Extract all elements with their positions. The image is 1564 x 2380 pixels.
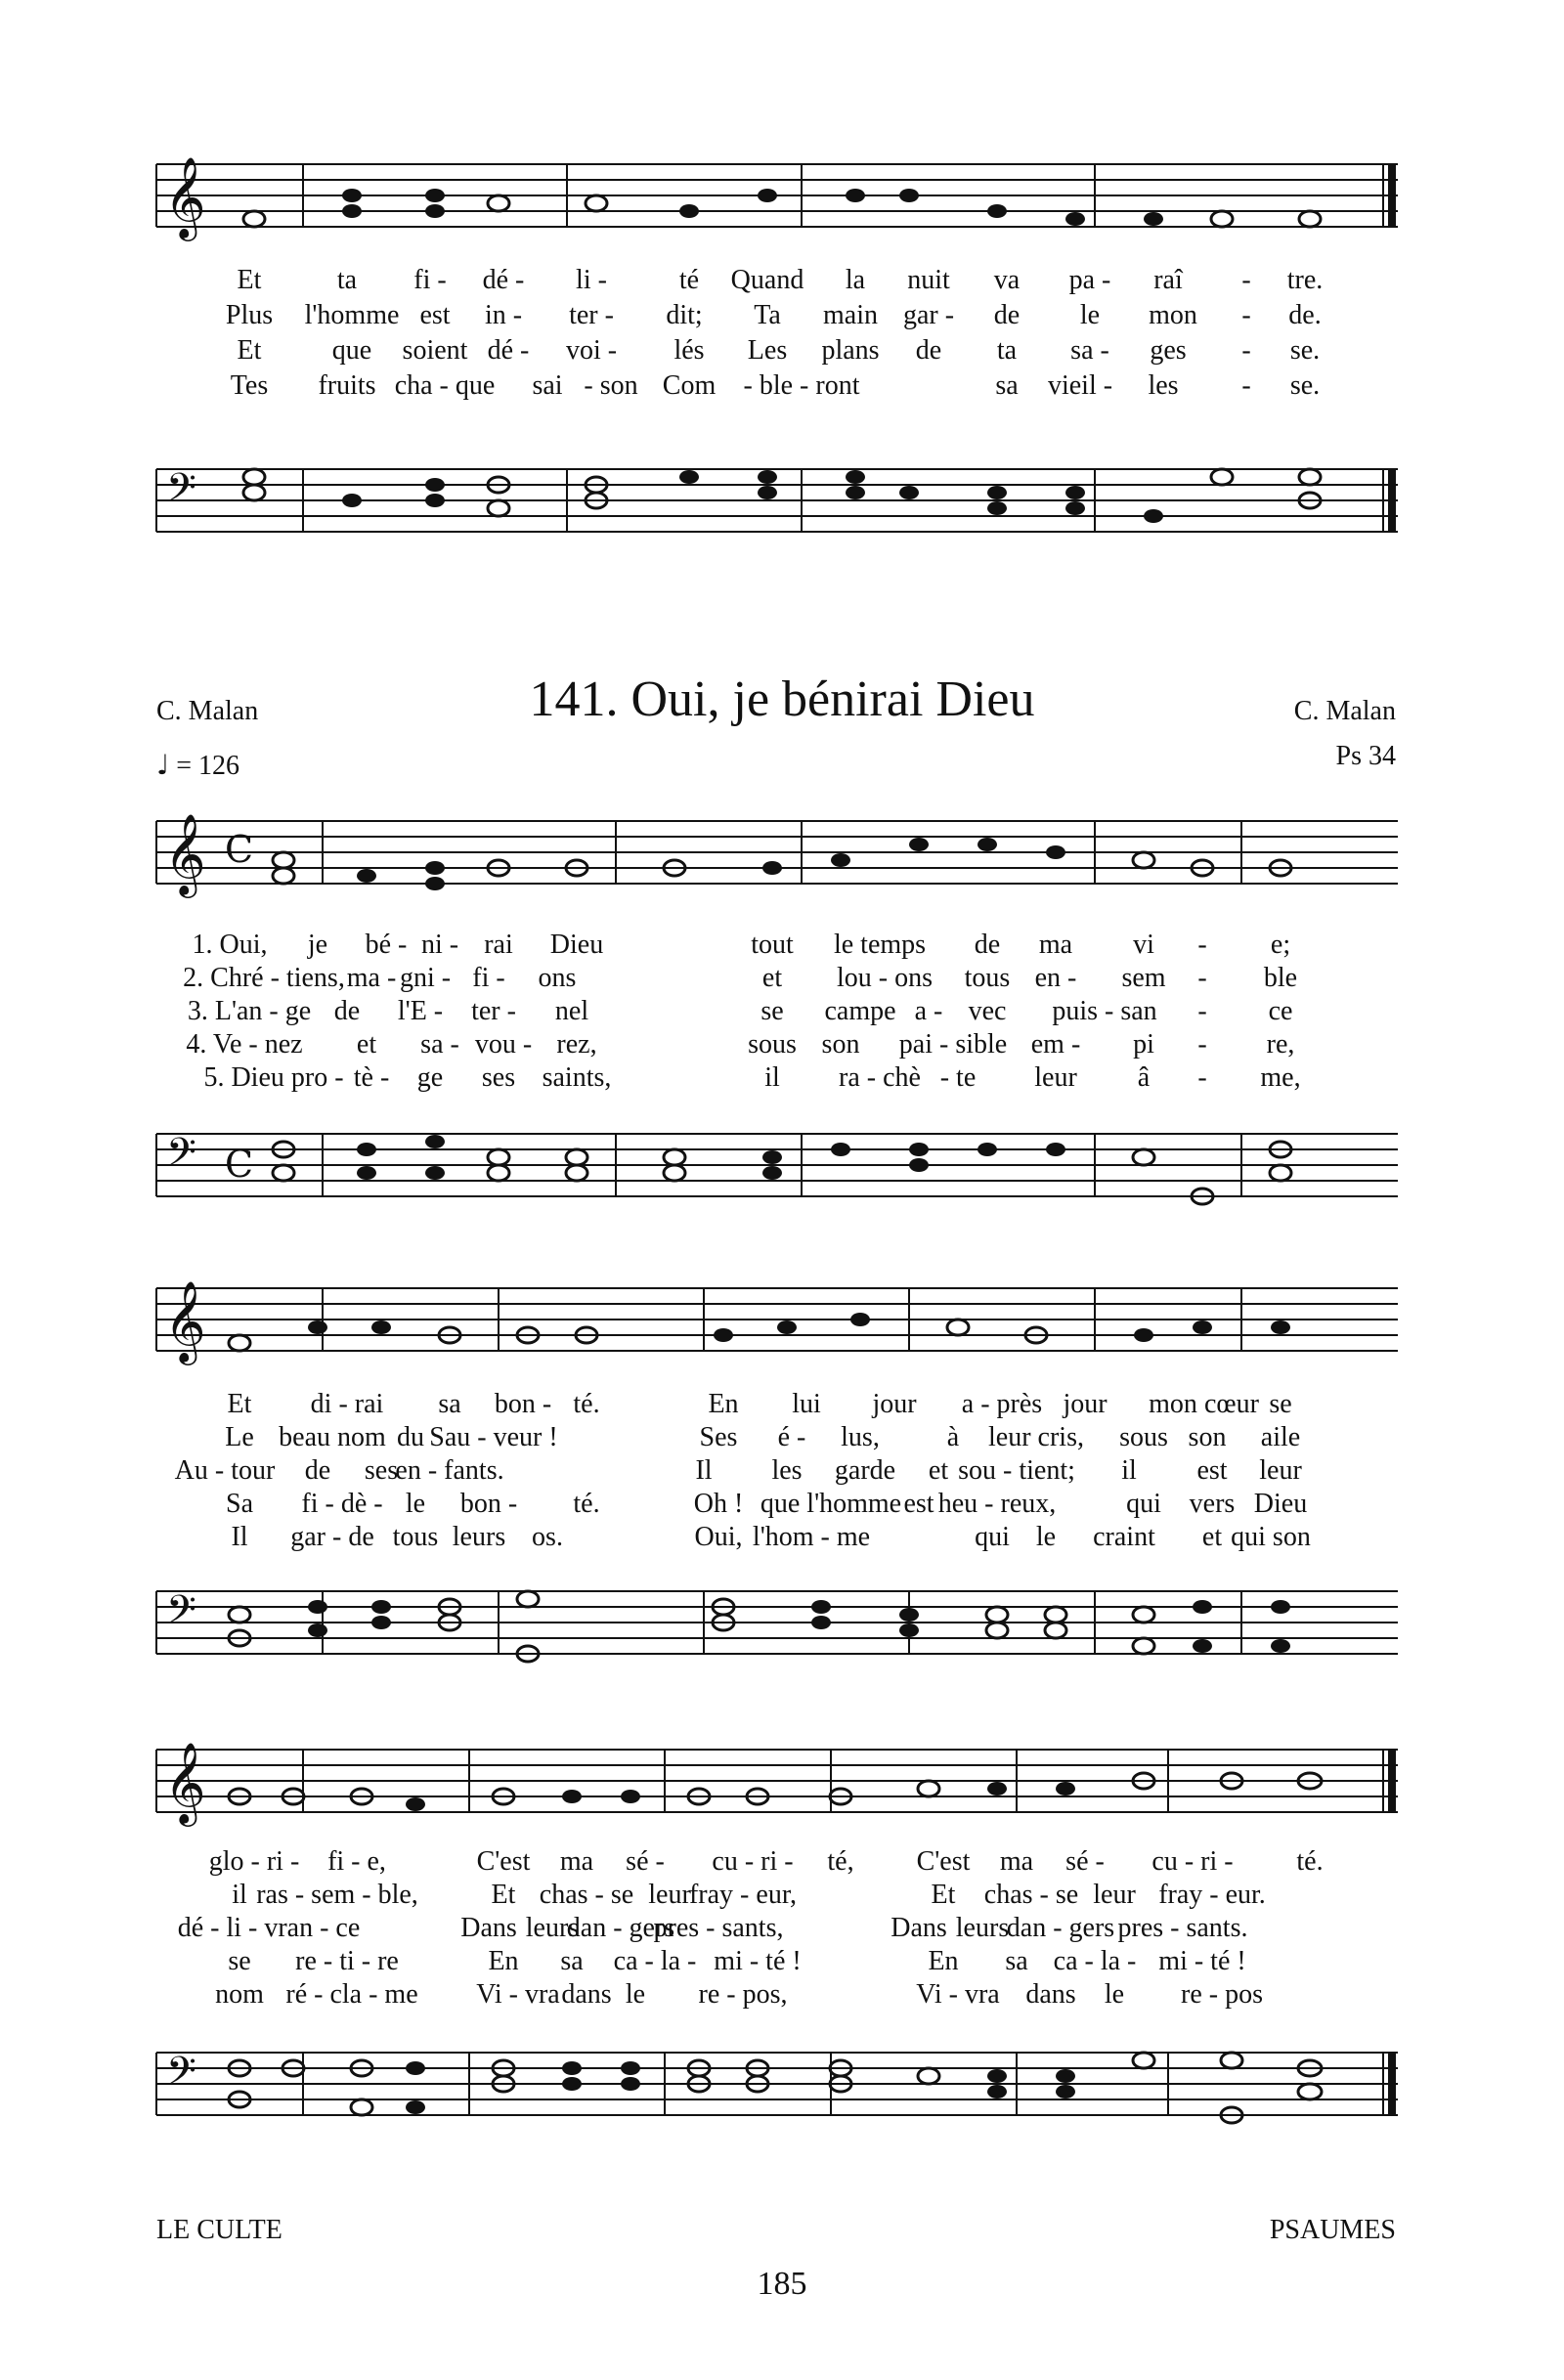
syllable: Oui, [694,1522,743,1552]
syllable: mon [1149,300,1197,330]
syllable: ma [1038,930,1073,960]
syllable: il [232,1880,247,1910]
syllable: de [915,335,942,366]
bass-staff-svg [156,465,1398,547]
syllable: 1. Oui, [192,930,268,960]
treble-staff [156,155,1398,242]
syllable: ses [364,1455,399,1486]
syllable: sé - [626,1846,665,1877]
hymn-number: 141. [529,671,619,727]
syllable: in - [484,300,523,330]
syllable: vi [1133,930,1154,960]
syllable: li - [576,265,607,295]
syllable: sou - tient; [958,1455,1075,1486]
lyric-verse-line [156,1521,1398,1554]
notes-group [229,2053,1322,2123]
syllable: est [1196,1455,1228,1486]
syllable: - [1241,370,1251,401]
syllable: la [845,265,866,295]
syllable: re - pos [1181,1979,1263,2010]
syllable: je [307,930,328,960]
syllable: le temps [833,930,927,960]
syllable: garde [834,1455,896,1486]
syllable: ses [481,1062,516,1093]
bass-staff [156,1587,1398,1669]
syllable: est [419,300,451,330]
syllable: fi - [472,963,505,993]
tempo-value: = 126 [176,751,240,781]
syllable: gar - de [290,1522,374,1552]
syllable: leurs [955,1913,1010,1943]
syllable: té, [827,1846,854,1877]
syllable: - [1197,1062,1207,1093]
syllable: - son [584,370,638,401]
syllable: cœur [1204,1389,1259,1419]
syllable: sous [748,1029,797,1060]
syllable: se [760,996,784,1026]
lyric-verse-line [156,929,1398,962]
syllable: Et [227,1389,252,1419]
syllable: gar - [902,300,955,330]
syllable: de. [1288,300,1322,330]
syllable: Plus [225,300,274,330]
syllable: dé - [482,265,525,295]
treble-staff-svg [156,1741,1398,1828]
syllable: - ble - ront [743,370,860,401]
syllable: vou - [474,1029,533,1060]
syllable: â [1137,1062,1151,1093]
syllable: en - [1034,963,1077,993]
syllable: que l'homme [760,1489,902,1519]
syllable: me, [1260,1062,1301,1093]
syllable: ta [996,335,1018,366]
treble-staff-svg [156,1279,1398,1366]
lyric-verse-line [156,1388,1398,1421]
syllable: ges [1150,335,1187,366]
syllable: plans [821,335,880,366]
syllable: de [974,930,1001,960]
lyric-verse-line [156,1945,1398,1978]
syllable: Com [662,370,717,401]
syllable: tous [392,1522,439,1552]
syllable: et [356,1029,377,1060]
lyric-verse-line [156,369,1398,403]
lyric-verse-line [156,962,1398,995]
syllable: le [1079,300,1101,330]
syllable: re, [1266,1029,1295,1060]
syllable: jour [1063,1389,1108,1419]
syllable: bon - [494,1389,552,1419]
syllable: té. [573,1389,600,1419]
syllable: nel [554,996,589,1026]
lyric-verse-line [156,1028,1398,1061]
syllable: Quand [730,265,804,295]
syllable: l'E - [397,996,444,1026]
syllable: e; [1270,930,1291,960]
syllable: En [488,1946,519,1976]
syllable: beau nom [279,1422,386,1452]
syllable: sa [438,1389,461,1419]
syllable: Ses [699,1422,738,1452]
syllable: Dieu [1253,1489,1308,1519]
syllable: sa [1005,1946,1028,1976]
syllable: leurs [525,1913,580,1943]
syllable: Et [237,335,262,366]
common-time-icon: C [225,1143,254,1186]
syllable: leur [1093,1880,1136,1910]
lyric-verse-line [156,334,1398,368]
syllable: jour [872,1389,917,1419]
syllable: se. [1289,370,1321,401]
syllable: lus, [841,1422,880,1452]
syllable: fray - eur. [1158,1880,1266,1910]
page-number: 185 [757,2266,807,2302]
bass-clef-icon: 𝄢 [166,2049,196,2103]
syllable: té. [573,1489,600,1519]
lyric-verse-line [156,1845,1398,1879]
syllable: chas - se [539,1880,634,1910]
syllable: ble [1263,963,1298,993]
bass-staff-svg [156,1587,1398,1669]
syllable: nuit [907,265,950,295]
syllable: C'est [916,1846,971,1877]
syllable: - [1197,1029,1207,1060]
syllable: fi - dè - [301,1489,383,1519]
syllable: ca - la - [613,1946,697,1976]
lyric-verse-line [156,1879,1398,1912]
syllable: sé - [1065,1846,1105,1877]
syllable: té [678,265,700,295]
syllable: dé - li - vran - ce [177,1913,361,1943]
syllable: fi - e, [327,1846,386,1877]
syllable: - [1241,300,1251,330]
syllable: ce [1268,996,1293,1026]
lyric-verse-line [156,264,1398,297]
syllable: rai [484,930,513,960]
notes-group [273,838,1291,890]
syllable: En [708,1389,739,1419]
syllable: aile [1260,1422,1301,1452]
bass-staff [156,465,1398,547]
lyric-verse-line [156,299,1398,332]
author-label: C. Malan [1293,696,1396,726]
syllable: cu - ri - [712,1846,794,1877]
syllable: pres - sants, [653,1913,784,1943]
syllable: ras - sem - ble, [256,1880,418,1910]
notes-group [229,1313,1290,1351]
syllable: bon - [459,1489,518,1519]
syllable: fi - [413,265,447,295]
syllable: - [1241,335,1251,366]
syllable: lou - ons [837,963,933,993]
bass-staff-svg [156,1130,1398,1212]
syllable: tè - [353,1062,390,1093]
syllable: vieil - [1047,370,1113,401]
syllable: ons [538,963,577,993]
common-time-icon: C [225,828,254,871]
syllable: Vi - vra [916,1979,1000,2010]
syllable: Sau - veur ! [429,1422,558,1452]
syllable: Tes [230,370,269,401]
syllable: le [405,1489,426,1519]
syllable: ré - cla - me [285,1979,418,2010]
syllable: - [1241,265,1251,295]
syllable: leur [648,1880,691,1910]
treble-clef-icon: 𝄞 [164,812,206,894]
syllable: fray - eur, [688,1880,798,1910]
syllable: du [397,1422,424,1452]
treble-staff-svg [156,155,1398,242]
syllable: ge [416,1062,444,1093]
syllable: Dans [460,1913,517,1943]
bass-staff [156,2049,1398,2131]
syllable: é - [777,1422,806,1452]
syllable: - te [939,1062,977,1093]
notes-group [273,1135,1291,1204]
syllable: - [1197,996,1207,1026]
syllable: voi - [565,335,618,366]
syllable: qui son [1231,1522,1311,1552]
notes-group [243,189,1321,227]
bass-staff-svg [156,2049,1398,2131]
syllable: tre. [1286,265,1324,295]
notes-group [243,469,1321,523]
syllable: sous [1119,1422,1168,1452]
treble-staff [156,812,1398,899]
syllable: le [625,1979,646,2010]
syllable: pi [1133,1029,1154,1060]
syllable: qui [975,1522,1010,1552]
syllable: 3. L'an - ge [187,996,312,1026]
syllable: son [821,1029,860,1060]
syllable: chas - se [983,1880,1079,1910]
treble-staff-svg [156,812,1398,899]
syllable: re - pos, [698,1979,788,2010]
syllable: il [764,1062,780,1093]
notes-group [229,1591,1290,1662]
syllable: Vi - vra [476,1979,560,2010]
lyric-verse-line [156,995,1398,1028]
lyric-verse-line [156,1061,1398,1095]
syllable: - [1197,930,1207,960]
footer-right-label: PSAUMES [1269,2215,1396,2245]
syllable: sa [995,370,1019,401]
syllable: fruits [318,370,376,401]
syllable: a - [914,996,943,1026]
syllable: se [228,1946,251,1976]
syllable: Et [491,1880,516,1910]
footer-left-label: LE CULTE [156,2215,282,2245]
syllable: et [928,1455,949,1486]
syllable: craint [1093,1522,1155,1552]
syllable: le [1035,1522,1057,1552]
syllable: de [304,1455,331,1486]
syllable: Sa [226,1489,253,1519]
syllable: 2. Chré - tiens, [183,963,345,993]
syllable: sa - [420,1029,459,1060]
syllable: main [823,300,878,330]
syllable: dans [1025,1979,1076,2010]
syllable: campe [824,996,896,1026]
syllable: pres - sants. [1117,1913,1248,1943]
syllable: tous [964,963,1011,993]
syllable: sa [560,1946,584,1976]
syllable: Le [225,1422,254,1452]
treble-clef-icon: 𝄞 [164,1741,206,1823]
syllable: Il [231,1522,248,1552]
bass-clef-icon: 𝄢 [166,1130,196,1185]
syllable: ma - [346,963,397,993]
syllable: rez, [556,1029,597,1060]
syllable: que [331,335,372,366]
bass-staff [156,1130,1398,1212]
composer-label: C. Malan [156,696,259,726]
syllable: soient [402,335,468,366]
bass-clef-icon: 𝄢 [166,1587,196,1642]
syllable: tout [751,930,794,960]
hymn-title-text: Oui, je bénirai Dieu [630,671,1035,727]
syllable: Dieu [549,930,604,960]
syllable: gni - [399,963,452,993]
syllable: dans [561,1979,612,2010]
syllable: Et [237,265,262,295]
treble-clef-icon: 𝄞 [164,1279,206,1362]
syllable: sem [1121,963,1166,993]
syllable: son [1188,1422,1227,1452]
syllable: pai - sible [898,1029,1008,1060]
syllable: leur [1034,1062,1077,1093]
syllable: l'hom - me [752,1522,871,1552]
syllable: heu - reux, [937,1489,1057,1519]
syllable: les [1148,370,1179,401]
syllable: - [1197,963,1207,993]
syllable: 4. Ve - nez [186,1029,303,1060]
syllable: à [946,1422,960,1452]
syllable: Il [695,1455,713,1486]
syllable: dit; [666,300,703,330]
syllable: re - ti - re [295,1946,399,1976]
syllable: ma [999,1846,1034,1877]
lyric-verse-line [156,1421,1398,1454]
syllable: dé - [487,335,530,366]
syllable: l'homme [304,300,400,330]
syllable: leur cris, [988,1422,1084,1452]
syllable: mon [1149,1389,1197,1419]
syllable: en - fants. [395,1455,504,1486]
syllable: dan - gers [1006,1913,1115,1943]
syllable: nom [215,1979,264,2010]
syllable: de [993,300,1021,330]
syllable: sai [532,370,563,401]
notes-group [229,1773,1322,1811]
syllable: va [993,265,1021,295]
syllable: cu - ri - [1151,1846,1234,1877]
syllable: té. [1296,1846,1324,1877]
syllable: mi - té ! [714,1946,802,1976]
syllable: Ta [754,300,781,330]
syllable: os. [532,1522,563,1552]
syllable: ter - [569,300,614,330]
syllable: de [333,996,361,1026]
syllable: ta [336,265,358,295]
syllable: a - près [961,1389,1043,1419]
syllable: cha - que [394,370,496,401]
syllable: puis - san [1052,996,1157,1026]
syllable: bé - [365,930,408,960]
syllable: et [761,963,783,993]
syllable: C'est [476,1846,531,1877]
syllable: le [1104,1979,1125,2010]
treble-staff [156,1741,1398,1828]
syllable: saints, [542,1062,612,1093]
syllable: En [928,1946,959,1976]
syllable: ni - [420,930,459,960]
syllable: ra - chè [839,1062,921,1093]
syllable: leur [1259,1455,1302,1486]
lyric-verse-line [156,1978,1398,2012]
quarter-note-icon: ♩ [156,749,170,781]
syllable: lés [673,335,705,366]
syllable: Oh ! [693,1489,744,1519]
bass-clef-icon: 𝄢 [166,465,196,520]
syllable: leurs [452,1522,506,1552]
syllable: Et [931,1880,956,1910]
syllable: Au - tour [174,1455,276,1486]
syllable: qui [1126,1489,1161,1519]
syllable: les [771,1455,803,1486]
lyric-verse-line [156,1454,1398,1488]
lyric-verse-line [156,1488,1398,1521]
syllable: ca - la - [1053,1946,1137,1976]
syllable: ma [559,1846,594,1877]
syllable: 5. Dieu pro - [203,1062,344,1093]
treble-staff [156,1279,1398,1366]
syllable: lui [792,1389,821,1419]
lyric-verse-line [156,1912,1398,1945]
treble-clef-icon: 𝄞 [164,155,206,238]
syllable: il [1121,1455,1137,1486]
syllable: se [1269,1389,1292,1419]
syllable: dan - gers [566,1913,675,1943]
syllable: di - rai [310,1389,384,1419]
syllable: se. [1289,335,1321,366]
syllable: et [1201,1522,1223,1552]
syllable: pa - [1068,265,1111,295]
syllable: Dans [891,1913,947,1943]
syllable: est [903,1489,934,1519]
syllable: em - [1030,1029,1081,1060]
syllable: Les [747,335,788,366]
syllable: mi - té ! [1158,1946,1246,1976]
syllable: raî [1153,265,1183,295]
syllable: ter - [471,996,516,1026]
syllable: glo - ri - [208,1846,300,1877]
syllable: vers [1189,1489,1236,1519]
tempo-marking [156,749,239,782]
syllable: vec [968,996,1007,1026]
psalm-reference: Ps 34 [1335,741,1396,771]
syllable: sa - [1070,335,1109,366]
